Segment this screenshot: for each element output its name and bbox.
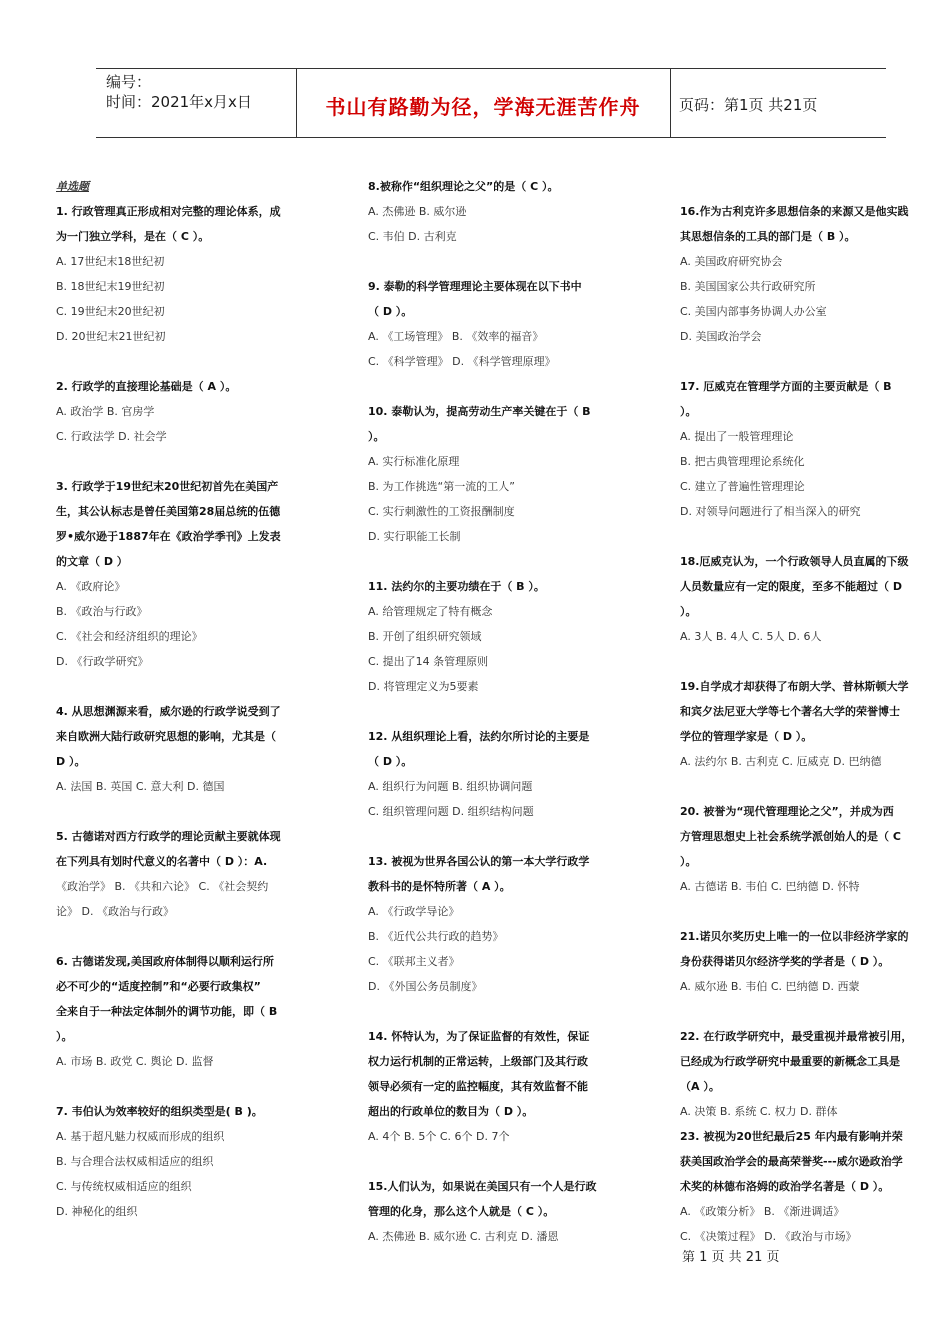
option-line: C. 《社会和经济组织的理论》	[56, 630, 203, 643]
spacer	[56, 674, 346, 699]
question-line: 15.人们认为，如果说在美国只有一个人是行政	[368, 1180, 597, 1193]
question-line: 超出的行政单位的数目为（ D ）。	[368, 1105, 534, 1118]
spacer	[680, 649, 935, 674]
time-label: 时间：2021年x月x日	[106, 93, 252, 111]
question-line: 18.厄威克认为，一个行政领导人员直属的下级	[680, 555, 909, 568]
option-line: A. 组织行为问题 B. 组织协调问题	[368, 780, 533, 793]
spacer	[368, 374, 658, 399]
option-line: A. 《政策分析》 B. 《渐进调适》	[680, 1205, 845, 1218]
question-line: 8.被称作“组织理论之父”的是（ C ）。	[368, 180, 559, 193]
option-line: C. 建立了普遍性管理理论	[680, 480, 805, 493]
column-right	[680, 174, 935, 1249]
spacer	[680, 524, 935, 549]
spacer	[56, 924, 346, 949]
option-line: B. 美国国家公共行政研究所	[680, 280, 816, 293]
question-line: 3. 行政学于19世纪末20世纪初首先在美国产	[56, 480, 279, 493]
question-line: 人员数量应有一定的限度，至多不能超过（ D	[680, 580, 902, 593]
question-line: 必不可少的“适度控制”和“必要行政集权”	[56, 980, 261, 993]
spacer	[56, 1074, 346, 1099]
question-line: 2. 行政学的直接理论基础是（ A ）。	[56, 380, 237, 393]
option-line: A. 《行政学导论》	[368, 905, 460, 918]
section-heading: 单选题	[56, 180, 89, 193]
question-line: 领导必须有一定的监控幅度，其有效监督不能	[368, 1080, 588, 1093]
option-line: A. 美国政府研究协会	[680, 255, 783, 268]
question-line: 23. 被视为20世纪最后25 年内最有影响并荣	[680, 1130, 903, 1143]
option-line: D. 《行政学研究》	[56, 655, 149, 668]
header-meta-cell	[96, 69, 297, 137]
option-line: A. 3人 B. 4人 C. 5人 D. 6人	[680, 630, 822, 643]
question-line: 罗•威尔逊于1887年在《政治学季刊》上发表	[56, 530, 281, 543]
spacer	[368, 999, 658, 1024]
option-line: A. 4个 B. 5个 C. 6个 D. 7个	[368, 1130, 510, 1143]
spacer	[368, 249, 658, 274]
question-line: 19.自学成才却获得了布朗大学、普林斯顿大学	[680, 680, 909, 693]
question-line: 为一门独立学科，是在（ C ）。	[56, 230, 210, 243]
question-line: 10. 泰勒认为，提高劳动生产率关键在于（ B	[368, 405, 591, 418]
option-line: D. 将管理定义为5要素	[368, 680, 479, 693]
question-line: （ D ）。	[368, 305, 413, 318]
question-line: 17. 厄威克在管理学方面的主要贡献是（ B	[680, 380, 892, 393]
question-line: 其思想信条的工具的部门是（ B ）。	[680, 230, 856, 243]
question-line: 22. 在行政学研究中，最受重视并最常被引用，	[680, 1030, 913, 1043]
question-line: ）。	[680, 405, 697, 418]
option-line: A. 《政府论》	[56, 580, 126, 593]
option-line: D. 实行职能工长制	[368, 530, 461, 543]
page-footer: 第 1 页 共 21 页	[682, 1250, 780, 1265]
code-label: 编号：	[106, 73, 152, 91]
page-code: 页码：第1页 共21页	[679, 96, 818, 114]
spacer	[680, 349, 935, 374]
header-pagecode-cell	[671, 69, 886, 137]
question-line: 16.作为古利克许多思想信条的来源又是他实践	[680, 205, 909, 218]
option-line: B. 为工作挑选“第一流的工人”	[368, 480, 515, 493]
question-line: D ）。	[56, 755, 86, 768]
spacer	[368, 824, 658, 849]
question-line: 已经成为行政学研究中最重要的新概念工具是	[680, 1055, 900, 1068]
question-line: 7. 韦伯认为效率较好的组织类型是( B )。	[56, 1105, 263, 1118]
question-line: ）。	[368, 430, 385, 443]
question-line: 1. 行政管理真正形成相对完整的理论体系，成	[56, 205, 281, 218]
question-line: 学位的管理学家是（ D ）。	[680, 730, 813, 743]
option-line: C. 行政法学 D. 社会学	[56, 430, 167, 443]
option-line: C. 与传统权威相适应的组织	[56, 1180, 192, 1193]
question-line: 的文章（ D ）	[56, 555, 128, 568]
option-line: C. 提出了14 条管理原则	[368, 655, 489, 668]
option-line: A. 市场 B. 政党 C. 舆论 D. 监督	[56, 1055, 214, 1068]
option-line: C. 实行刺激性的工资报酬制度	[368, 505, 515, 518]
question-line: 21.诺贝尔奖历史上唯一的一位以非经济学家的	[680, 930, 909, 943]
option-line: D. 神秘化的组织	[56, 1205, 138, 1218]
question-line: 和宾夕法尼亚大学等七个著名大学的荣誉博士	[680, 705, 900, 718]
question-line: 管理的化身，那么这个人就是（ C ）。	[368, 1205, 555, 1218]
question-line: 20. 被誉为“现代管理理论之父”，并成为西	[680, 805, 894, 818]
option-line: D. 20世纪末21世纪初	[56, 330, 166, 343]
option-line: A. 政治学 B. 官房学	[56, 405, 155, 418]
question-line: （A ）。	[680, 1080, 720, 1093]
spacer	[680, 999, 935, 1024]
question-line: 生，其公认标志是曾任美国第28届总统的伍德	[56, 505, 281, 518]
question-line: 11. 法约尔的主要功绩在于（ B ）。	[368, 580, 545, 593]
option-line: A. 基于超凡魅力权威而形成的组织	[56, 1130, 225, 1143]
option-line: A. 古德诺 B. 韦伯 C. 巴纳德 D. 怀特	[680, 880, 860, 893]
question-line: 教科书的是怀特所著（ A ）。	[368, 880, 511, 893]
question-line: 12. 从组织理论上看，法约尔所讨论的主要是	[368, 730, 590, 743]
column-middle	[368, 174, 658, 1249]
option-line: A. 给管理规定了特有概念	[368, 605, 493, 618]
option-line: B. 《政治与行政》	[56, 605, 148, 618]
spacer	[680, 899, 935, 924]
option-line: A. 决策 B. 系统 C. 权力 D. 群体	[680, 1105, 838, 1118]
option-line: D. 《外国公务员制度》	[368, 980, 483, 993]
question-line: 9. 泰勒的科学管理理论主要体现在以下书中	[368, 280, 582, 293]
option-line: C. 《联邦主义者》	[368, 955, 460, 968]
spacer	[368, 699, 658, 724]
question-line: 13. 被视为世界各国公认的第一本大学行政学	[368, 855, 590, 868]
question-line: 4. 从思想渊源来看，威尔逊的行政学说受到了	[56, 705, 281, 718]
question-line: 来自欧洲大陆行政研究思想的影响，尤其是（	[56, 730, 276, 743]
option-line: B. 与合理合法权威相适应的组织	[56, 1155, 214, 1168]
question-line: 身份获得诺贝尔经济学奖的学者是（ D ）。	[680, 955, 890, 968]
option-line: A. 17世纪末18世纪初	[56, 255, 165, 268]
question-line: ）。	[680, 605, 697, 618]
spacer	[680, 774, 935, 799]
option-line: C. 韦伯 D. 古利克	[368, 230, 457, 243]
question-line: ）。	[56, 1030, 73, 1043]
option-line: D. 对领导问题进行了相当深入的研究	[680, 505, 861, 518]
question-line: （ D ）。	[368, 755, 413, 768]
spacer	[56, 449, 346, 474]
option-line: 论》 D. 《政治与行政》	[56, 905, 174, 918]
option-line: C. 美国内部事务协调人办公室	[680, 305, 827, 318]
option-line: A. 杰佛逊 B. 威尔逊	[368, 205, 467, 218]
option-line: A. 提出了一般管理理论	[680, 430, 794, 443]
option-line: A. 实行标准化原理	[368, 455, 460, 468]
option-line: A. 《工场管理》 B. 《效率的福音》	[368, 330, 544, 343]
option-line: 《政治学》 B. 《共和六论》 C. 《社会契约	[56, 880, 269, 893]
question-line: 6. 古德诺发现,美国政府体制得以顺利运行所	[56, 955, 274, 968]
option-line: C. 《决策过程》 D. 《政治与市场》	[680, 1230, 857, 1243]
question-line: ）。	[680, 855, 697, 868]
option-line: B. 18世纪末19世纪初	[56, 280, 165, 293]
question-line: 5. 古德诺对西方行政学的理论贡献主要就体现	[56, 830, 281, 843]
spacer	[368, 549, 658, 574]
option-line: A. 法国 B. 英国 C. 意大利 D. 德国	[56, 780, 225, 793]
question-line: 权力运行机制的正常运转，上级部门及其行政	[368, 1055, 588, 1068]
option-line: A. 威尔逊 B. 韦伯 C. 巴纳德 D. 西蒙	[680, 980, 860, 993]
option-line: C. 组织管理问题 D. 组织结构问题	[368, 805, 534, 818]
spacer	[56, 799, 346, 824]
spacer	[368, 1149, 658, 1174]
question-line: 14. 怀特认为，为了保证监督的有效性，保证	[368, 1030, 590, 1043]
spacer	[680, 174, 935, 199]
question-line: 在下列具有划时代意义的名著中（ D ）：A.	[56, 855, 268, 868]
option-line: B. 《近代公共行政的趋势》	[368, 930, 504, 943]
spacer	[56, 349, 346, 374]
option-line: D. 美国政治学会	[680, 330, 762, 343]
motto-text: 书山有路勤为径，学海无涯苦作舟	[325, 95, 641, 119]
option-line: A. 杰佛逊 B. 威尔逊 C. 古利克 D. 潘恩	[368, 1230, 559, 1243]
question-line: 术奖的林德布洛姆的政治学名著是（ D ）。	[680, 1180, 890, 1193]
option-line: A. 法约尔 B. 古利克 C. 厄威克 D. 巴纳德	[680, 755, 882, 768]
option-line: B. 把古典管理理论系统化	[680, 455, 805, 468]
option-line: C. 19世纪末20世纪初	[56, 305, 165, 318]
header-motto-cell	[296, 69, 671, 137]
column-left	[56, 174, 346, 1224]
page-header	[96, 68, 886, 138]
question-line: 方管理思想史上社会系统学派创始人的是（ C	[680, 830, 901, 843]
option-line: B. 开创了组织研究领域	[368, 630, 482, 643]
option-line: C. 《科学管理》 D. 《科学管理原理》	[368, 355, 556, 368]
question-line: 获美国政治学会的最高荣誉奖---威尔逊政治学	[680, 1155, 903, 1168]
question-line: 全来自于一种法定体制外的调节功能，即（ B	[56, 1005, 278, 1018]
